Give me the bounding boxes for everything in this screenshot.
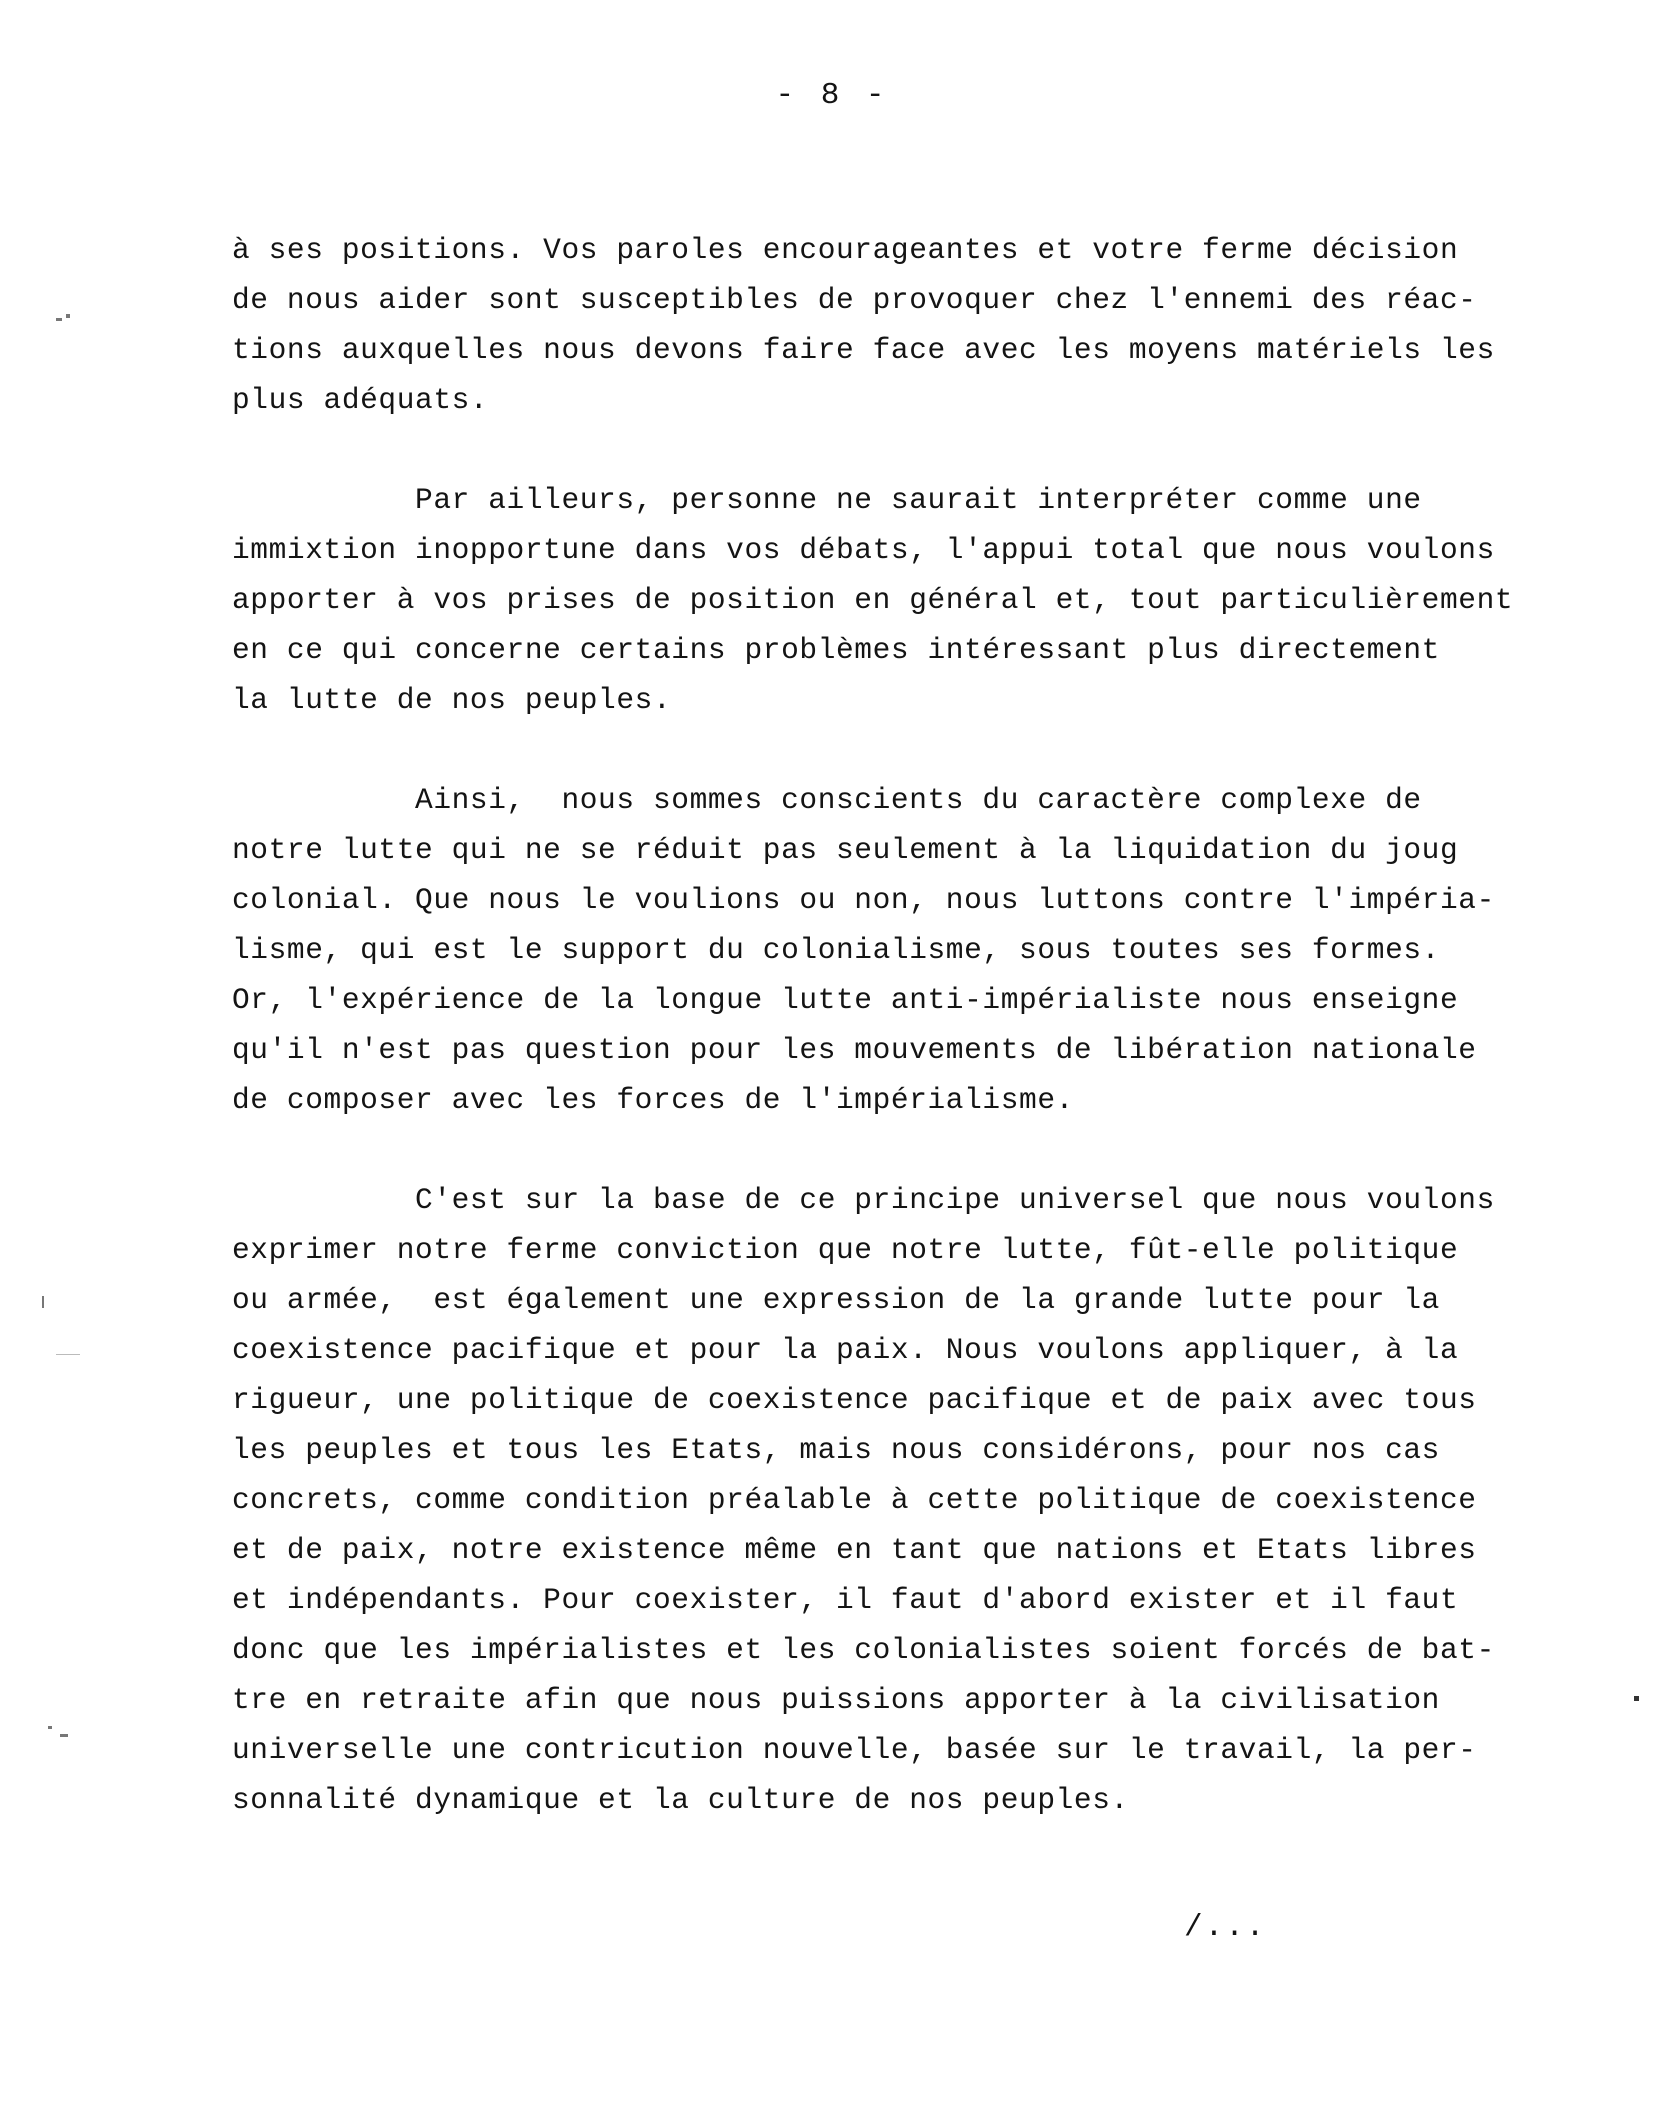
scan-speck bbox=[56, 318, 62, 321]
text-line: à ses positions. Vos paroles encourageantes et votre ferme décision bbox=[232, 233, 1459, 267]
text-line: ou armée, est également une expression de la grande lutte pour la bbox=[232, 1283, 1440, 1317]
text-line: coexistence pacifique et pour la paix. Nous voulons appliquer, à la bbox=[232, 1333, 1459, 1367]
scan-speck bbox=[48, 1726, 52, 1729]
text-line: universelle une contricution nouvelle, basée sur le travail, la per- bbox=[232, 1733, 1477, 1767]
text-line: rigueur, une politique de coexistence pacifique et de paix avec tous bbox=[232, 1383, 1477, 1417]
text-line: tions auxquelles nous devons faire face avec les moyens matériels les bbox=[232, 333, 1495, 367]
page-number: - 8 - bbox=[775, 78, 889, 113]
body-text bbox=[232, 225, 1632, 1875]
text-line: apporter à vos prises de position en général et, tout particulièrement bbox=[232, 583, 1514, 617]
scan-speck bbox=[1634, 1696, 1639, 1701]
text-line: sonnalité dynamique et la culture de nos peuples. bbox=[232, 1783, 1129, 1817]
text-line: immixtion inopportune dans vos débats, l'appui total que nous voulons bbox=[232, 533, 1495, 567]
text-line: colonial. Que nous le voulions ou non, nous luttons contre l'impéria- bbox=[232, 883, 1495, 917]
text-line: tre en retraite afin que nous puissions apporter à la civilisation bbox=[232, 1683, 1440, 1717]
text-line: les peuples et tous les Etats, mais nous considérons, pour nos cas bbox=[232, 1433, 1440, 1467]
text-line: la lutte de nos peuples. bbox=[232, 683, 672, 717]
continuation-mark: /... bbox=[1184, 1910, 1267, 1945]
text-line: Par ailleurs, personne ne saurait interpréter comme une bbox=[232, 483, 1422, 517]
paragraph-4 bbox=[232, 1175, 1632, 1825]
scan-speck bbox=[60, 1734, 68, 1737]
scan-speck bbox=[42, 1296, 44, 1308]
scan-speck bbox=[66, 314, 70, 318]
paragraph-2 bbox=[232, 475, 1632, 725]
text-line: Or, l'expérience de la longue lutte anti-impérialiste nous enseigne bbox=[232, 983, 1459, 1017]
text-line: notre lutte qui ne se réduit pas seulement à la liquidation du joug bbox=[232, 833, 1459, 867]
scan-speck bbox=[56, 1354, 80, 1355]
text-line: et indépendants. Pour coexister, il faut d'abord exister et il faut bbox=[232, 1583, 1459, 1617]
text-line: Ainsi, nous sommes conscients du caractère complexe de bbox=[232, 783, 1422, 817]
text-line: lisme, qui est le support du colonialisme, sous toutes ses formes. bbox=[232, 933, 1440, 967]
text-line: en ce qui concerne certains problèmes intéressant plus directement bbox=[232, 633, 1440, 667]
text-line: concrets, comme condition préalable à cette politique de coexistence bbox=[232, 1483, 1477, 1517]
text-line: de nous aider sont susceptibles de provoquer chez l'ennemi des réac- bbox=[232, 283, 1477, 317]
paragraph-1 bbox=[232, 225, 1632, 425]
text-line: exprimer notre ferme conviction que notre lutte, fût-elle politique bbox=[232, 1233, 1459, 1267]
paragraph-3 bbox=[232, 775, 1632, 1125]
text-line: qu'il n'est pas question pour les mouvements de libération nationale bbox=[232, 1033, 1477, 1067]
text-line: et de paix, notre existence même en tant que nations et Etats libres bbox=[232, 1533, 1477, 1567]
text-line: plus adéquats. bbox=[232, 383, 489, 417]
text-line: C'est sur la base de ce principe universel que nous voulons bbox=[232, 1183, 1495, 1217]
text-line: de composer avec les forces de l'impérialisme. bbox=[232, 1083, 1074, 1117]
text-line: donc que les impérialistes et les colonialistes soient forcés de bat- bbox=[232, 1633, 1495, 1667]
